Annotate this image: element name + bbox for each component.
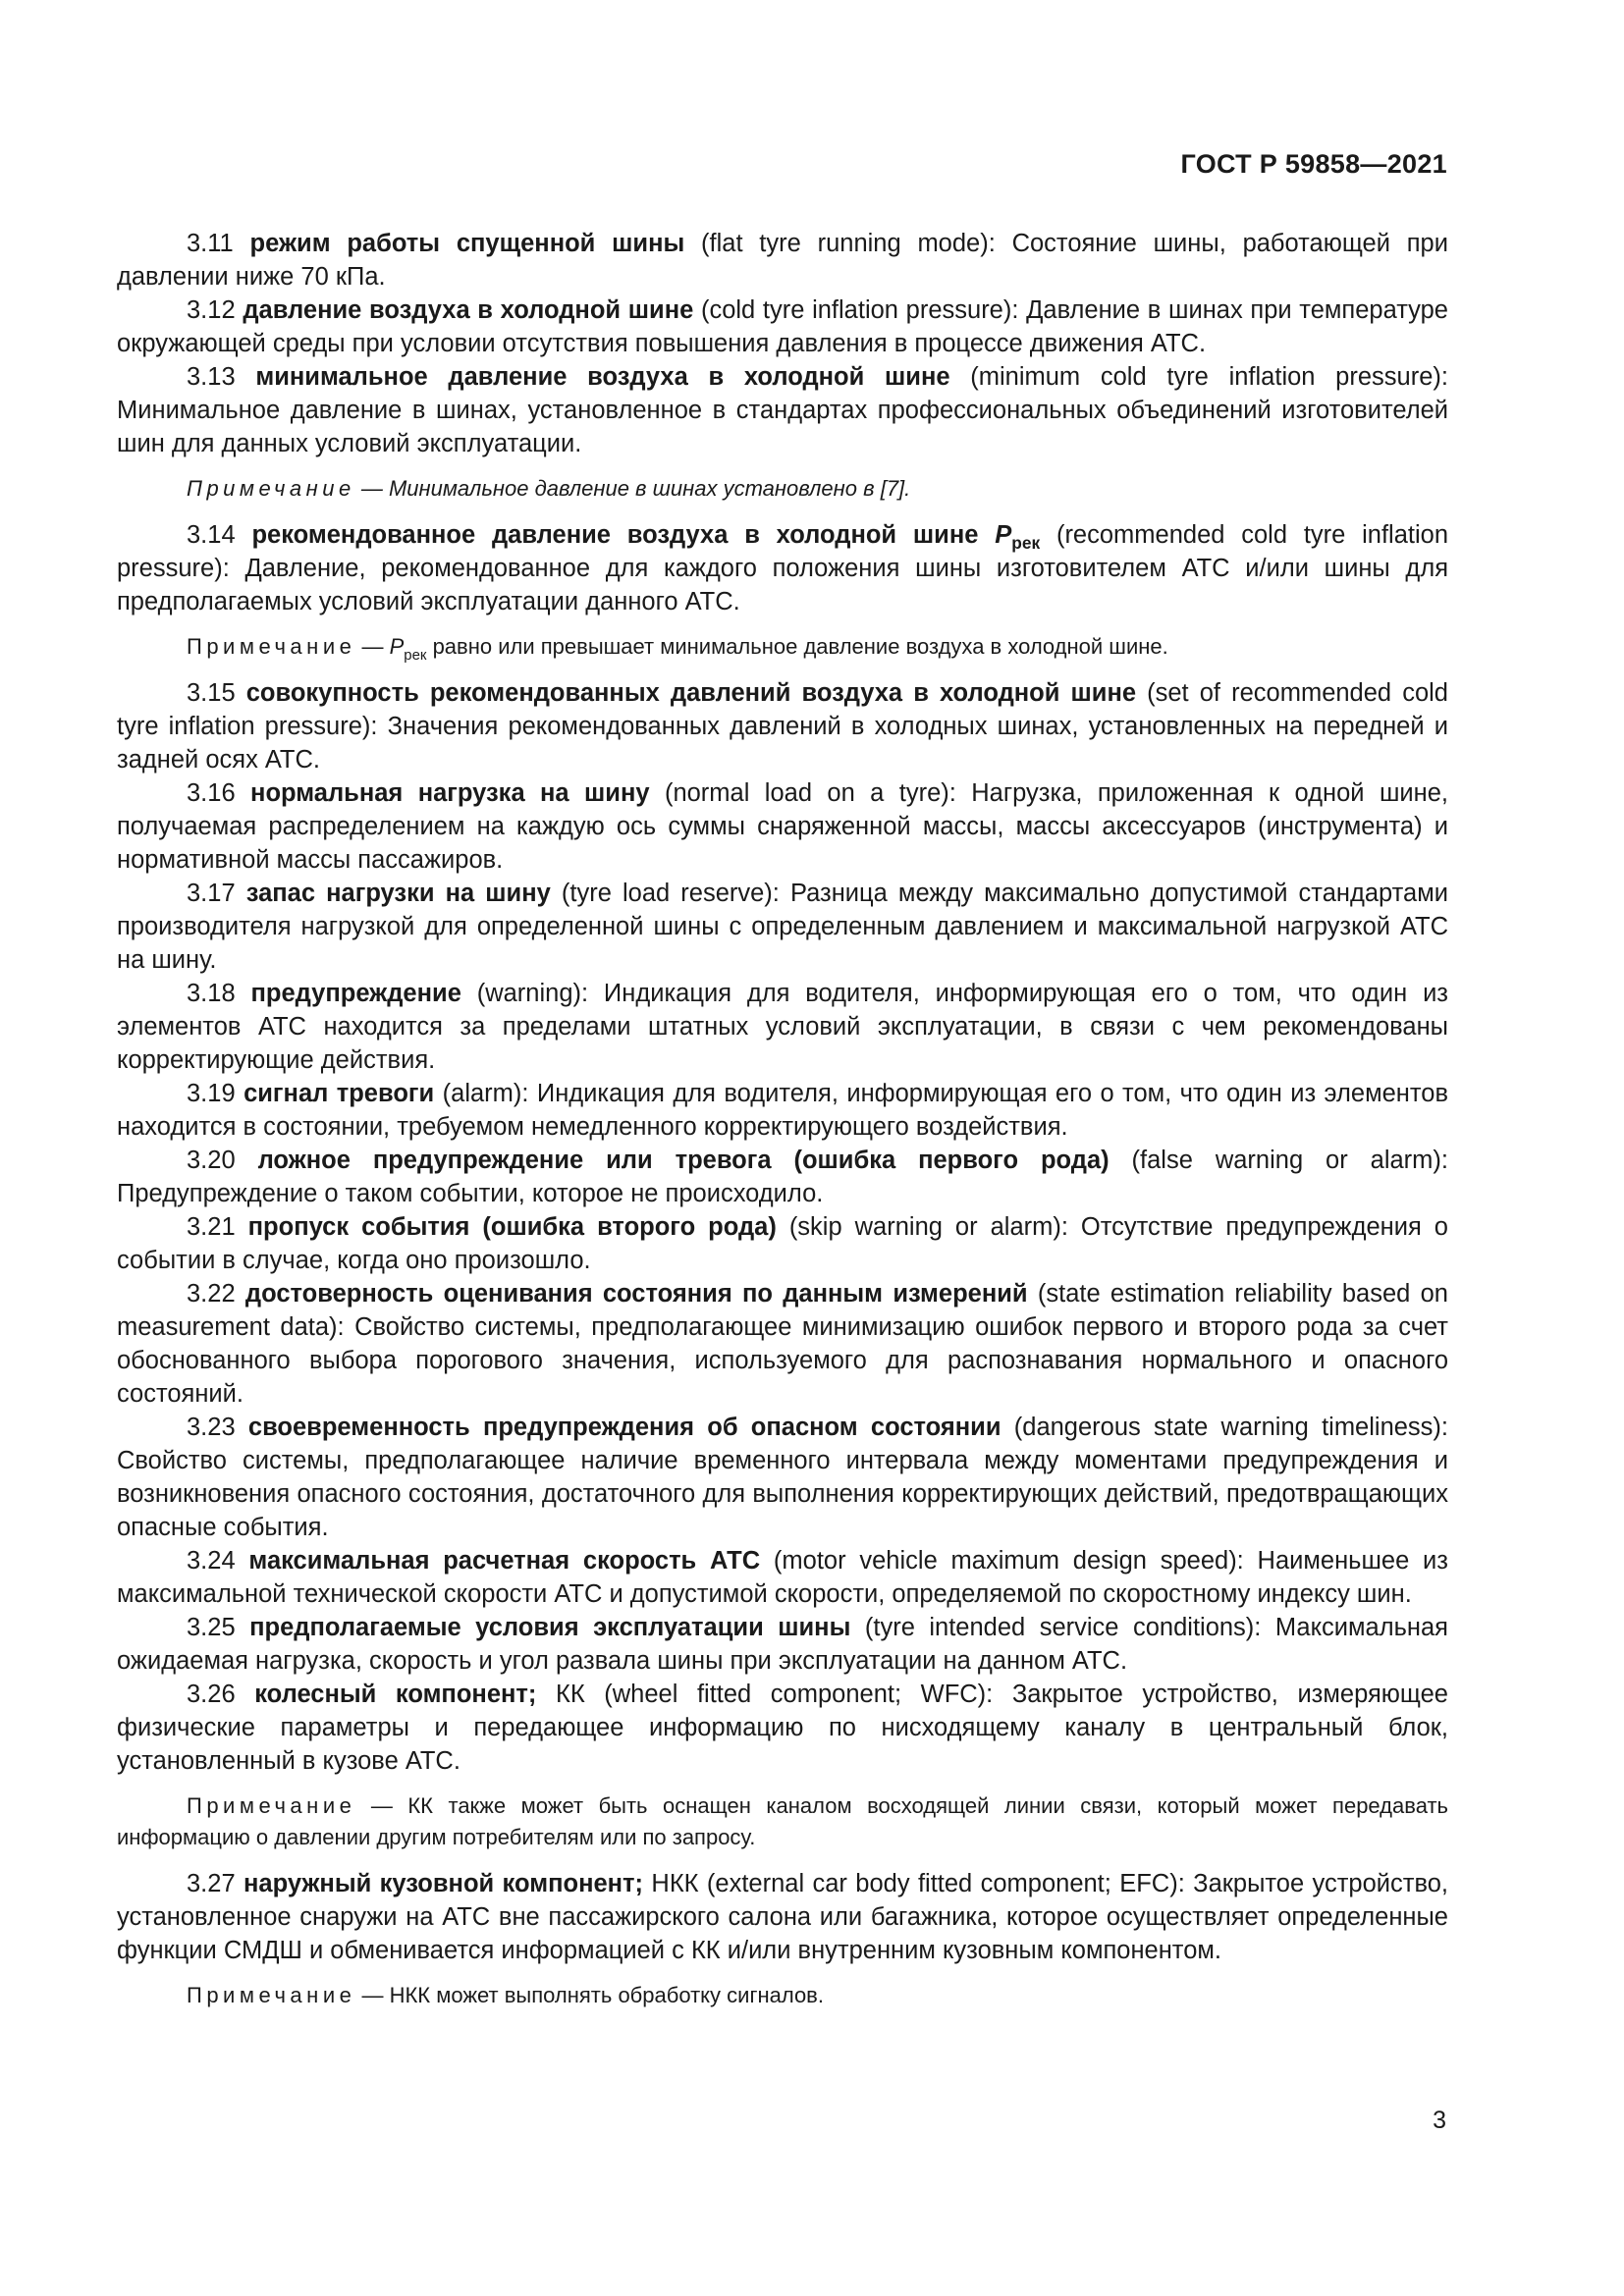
- entry-number: 3.15: [187, 679, 236, 707]
- entry-number: 3.11: [187, 230, 234, 257]
- note-symbol: P: [389, 634, 405, 659]
- entry-definition: (cold tyre inflation pressure): Давление в шинах при температуре окружающей среды при условии отсутствия повышения давления в процессе движения АТС.: [117, 296, 1448, 357]
- entry-definition: (minimum cold tyre inflation pressure): Минимальное давление в шинах, установленное в стандартах профессиональных объединений изготовителей шин для данных условий эксплуатации.: [117, 363, 1448, 457]
- entry-definition: КК (wheel fitted component; WFC): Закрытое устройство, измеряющее физические параметры и передающее информацию по нисходящему каналу в центральный блок, установленный в кузове АТС.: [117, 1681, 1448, 1775]
- entry-term: максимальная расчетная скорость АТС: [248, 1547, 761, 1575]
- entry-term: колесный компонент;: [254, 1681, 537, 1708]
- term-entry: [117, 1867, 1448, 1967]
- note-text: КК также может быть оснащен каналом восходящей линии связи, который может передавать информацию о давлении другим потребителям или по запросу.: [117, 1793, 1448, 1849]
- page-number: 3: [1433, 2107, 1446, 2134]
- entry-definition: НКК (external car body fitted component; EFC): Закрытое устройство, установленное снаружи на АТС вне пассажирского салона или багажника, которое осуществляет определенные функции СМДШ и обменивается информацией с КК и/или внутренним кузовным компонентом.: [117, 1870, 1448, 1964]
- entry-number: 3.26: [187, 1681, 236, 1708]
- entry-number: 3.13: [187, 363, 236, 391]
- entry-symbol-subscript: рек: [1011, 533, 1041, 553]
- entry-term: сигнал тревоги: [244, 1080, 435, 1107]
- document-body: [117, 227, 1448, 2025]
- entry-definition: (normal load on a tyre): Нагрузка, приложенная к одной шине, получаемая распределением на каждую ось суммы снаряженной массы, массы аксессуаров (инструмента) и нормативной массы пассажиров.: [117, 779, 1448, 874]
- term-entry: [117, 977, 1448, 1077]
- entry-number: 3.19: [187, 1080, 236, 1107]
- entry-term: запас нагрузки на шину: [245, 880, 551, 907]
- entry-number: 3.16: [187, 779, 236, 807]
- term-entry: [117, 518, 1448, 618]
- entry-number: 3.24: [187, 1547, 236, 1575]
- term-entry: [117, 1411, 1448, 1544]
- term-entry: [117, 1678, 1448, 1778]
- entry-definition: (motor vehicle maximum design speed): Наименьшее из максимальной технической скорости АТС и допустимой скорости, определяемой по скоростному индексу шин.: [117, 1547, 1448, 1608]
- entry-term: совокупность рекомендованных давлений воздуха в холодной шине: [245, 679, 1137, 707]
- entry-definition: (warning): Индикация для водителя, информирующая его о том, что один из элементов АТС находится за пределами штатных условий эксплуатации, в связи с чем рекомендованы корректирующие действия.: [117, 980, 1449, 1074]
- entry-definition: (recommended cold tyre inflation pressure): Давление, рекомендованное для каждого положения шины изготовителем АТС и/или шины для предполагаемых условий эксплуатации данного АТС.: [117, 521, 1449, 615]
- note-separator: —: [355, 1793, 408, 1818]
- term-entry: [117, 1544, 1448, 1611]
- note: [117, 631, 1448, 663]
- entry-number: 3.12: [187, 296, 236, 324]
- term-entry: [117, 1144, 1448, 1210]
- note: [117, 473, 1448, 505]
- note-label: Примечание: [187, 1983, 356, 2007]
- entry-number: 3.17: [187, 880, 236, 907]
- entry-definition: (false warning or alarm): Предупреждение о таком событии, которое не происходило.: [117, 1147, 1448, 1207]
- entry-number: 3.14: [187, 521, 236, 549]
- entry-number: 3.25: [187, 1614, 236, 1641]
- entry-definition: (flat tyre running mode): Состояние шины, работающей при давлении ниже 70 кПа.: [117, 230, 1448, 291]
- entry-number: 3.27: [187, 1870, 236, 1897]
- term-entry: [117, 877, 1448, 977]
- note-label: Примечание: [187, 476, 355, 501]
- note-label: Примечание: [187, 634, 356, 659]
- note-text: равно или превышает минимальное давление воздуха в холодной шине.: [426, 634, 1168, 659]
- entry-term: режим работы спущенной шины: [249, 230, 685, 257]
- note-separator: —: [355, 634, 390, 659]
- entry-number: 3.22: [187, 1280, 236, 1308]
- entry-term: своевременность предупреждения об опасном состоянии: [247, 1414, 1001, 1441]
- entry-symbol: P: [995, 521, 1012, 549]
- term-entry: [117, 1077, 1448, 1144]
- term-entry: [117, 776, 1448, 877]
- entry-definition: (alarm): Индикация для водителя, информирующая его о том, что один из элементов находится в состоянии, требуемом немедленного корректирующего воздействия.: [117, 1080, 1448, 1141]
- term-entry: [117, 1611, 1448, 1678]
- term-entry: [117, 1277, 1448, 1411]
- note-text: Минимальное давление в шинах установлено в [7].: [388, 476, 911, 501]
- term-entry: [117, 294, 1448, 360]
- term-entry: [117, 227, 1448, 294]
- entry-term: давление воздуха в холодной шине: [243, 296, 694, 324]
- entry-term: достоверность оценивания состояния по данным измерений: [244, 1280, 1028, 1308]
- entry-term: нормальная нагрузка на шину: [250, 779, 650, 807]
- note: [117, 1980, 1448, 2011]
- entry-term: ложное предупреждение или тревога (ошибка первого рода): [257, 1147, 1110, 1174]
- entry-definition: (set of recommended cold tyre inflation pressure): Значения рекомендованных давлений в холодных шинах, установленных на передней и задней осях АТС.: [117, 679, 1448, 774]
- entry-number: 3.21: [187, 1213, 236, 1241]
- entry-term: предупреждение: [250, 980, 461, 1007]
- note-text: НКК может выполнять обработку сигналов.: [389, 1983, 824, 2007]
- entry-definition: (tyre intended service conditions): Максимальная ожидаемая нагрузка, скорость и угол развала шины при эксплуатации на данном АТС.: [117, 1614, 1448, 1675]
- entry-number: 3.23: [187, 1414, 236, 1441]
- note-symbol-subscript: рек: [404, 647, 427, 664]
- entry-term: рекомендованное давление воздуха в холодной шине: [251, 521, 979, 549]
- entry-definition: (state estimation reliability based on measurement data): Свойство системы, предполагающее минимизацию ошибок первого и второго рода за счет обоснованного выбора порогового значения, используемого для распознавания нормального и опасного состояний.: [117, 1280, 1448, 1408]
- entry-term: предполагаемые условия эксплуатации шины: [249, 1614, 851, 1641]
- note-label: Примечание: [187, 1793, 356, 1818]
- entry-term: минимальное давление воздуха в холодной шине: [255, 363, 950, 391]
- entry-number: 3.18: [187, 980, 236, 1007]
- entry-term: наружный кузовной компонент;: [244, 1870, 644, 1897]
- entry-definition: (dangerous state warning timeliness): Свойство системы, предполагающее наличие временного интервала между моментами предупреждения и возникновения опасного состояния, достаточного для выполнения корректирующих действий, предотвращающих опасные события.: [117, 1414, 1449, 1541]
- entry-term: пропуск события (ошибка второго рода): [247, 1213, 777, 1241]
- entry-number: 3.20: [187, 1147, 236, 1174]
- entry-definition: (tyre load reserve): Разница между максимально допустимой стандартами производителя нагрузкой для определенной шины с определенным давлением и максимальной нагрузкой АТС на шину.: [117, 880, 1448, 974]
- term-entry: [117, 360, 1448, 460]
- note-separator: —: [355, 1983, 390, 2007]
- entry-definition: (skip warning or alarm): Отсутствие предупреждения о событии в случае, когда оно произошло.: [117, 1213, 1448, 1274]
- note-separator: —: [354, 476, 389, 501]
- note: [117, 1790, 1448, 1853]
- term-entry: [117, 1210, 1448, 1277]
- term-entry: [117, 676, 1448, 776]
- document-code: ГОСТ Р 59858—2021: [1180, 149, 1447, 179]
